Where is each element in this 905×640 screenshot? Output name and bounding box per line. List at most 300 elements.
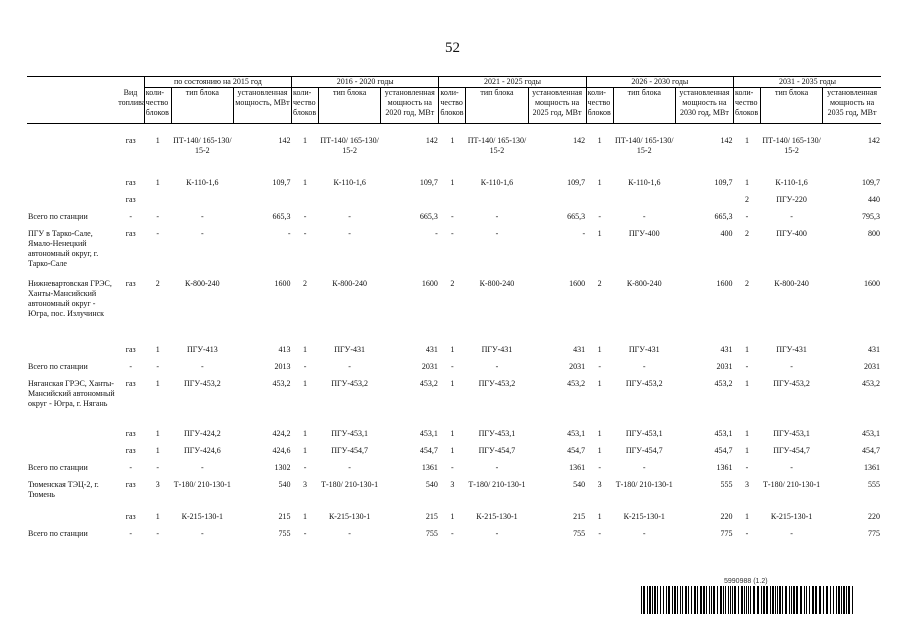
- header-fuel-top: [117, 77, 144, 88]
- capacity-cell: 1361: [569, 463, 586, 472]
- barcode-bar: [694, 586, 696, 614]
- type-cell: ПГУ-453,2: [183, 379, 221, 388]
- barcode-bar: [812, 586, 814, 614]
- barcode-bar: [793, 586, 795, 614]
- count-cell: 1: [155, 379, 160, 388]
- capacity-cell: [233, 195, 291, 212]
- type-cell: ПГУ-453,1: [773, 429, 810, 438]
- fuel-cell: газ: [125, 512, 136, 521]
- table-row: [27, 195, 881, 212]
- capacity-cell: 424,2: [272, 429, 291, 438]
- header-station: [27, 88, 117, 124]
- table-row: [27, 279, 881, 345]
- barcode-bar: [772, 586, 774, 614]
- count-cell: -: [598, 463, 602, 472]
- type-cell: ПГУ-431: [776, 345, 807, 354]
- count-cell: 1: [450, 136, 455, 145]
- table-row: [27, 463, 881, 480]
- type-cell: -: [201, 362, 204, 371]
- header-type: тип блока: [761, 88, 823, 124]
- table-row: [27, 362, 881, 379]
- count-cell: 1: [744, 512, 749, 521]
- type-cell: ПГУ-424,2: [183, 429, 221, 438]
- capacity-cell: 1600: [716, 279, 733, 288]
- barcode-bar: [826, 586, 828, 614]
- table-row: [27, 345, 881, 362]
- barcode-bar: [782, 586, 783, 614]
- capacity-cell: 220: [868, 512, 880, 521]
- capacity-cell: 2031: [421, 362, 438, 371]
- capacity-cell: 400: [720, 229, 733, 238]
- count-cell: 1: [155, 429, 160, 438]
- period-header: 2026 - 2030 годы: [586, 77, 733, 88]
- type-cell: -: [790, 212, 793, 221]
- type-cell: ПГУ-400: [776, 229, 807, 238]
- barcode-bar: [804, 586, 805, 614]
- type-cell: -: [495, 463, 499, 472]
- count-cell: 2: [155, 279, 160, 288]
- fuel-cell: газ: [125, 195, 136, 204]
- fuel-cell: -: [129, 463, 133, 472]
- capacity-cell: 215: [278, 512, 291, 521]
- capacity-cell: 665,3: [272, 212, 291, 221]
- type-cell: ПТ-140/ 165-130/ 15-2: [320, 136, 379, 155]
- capacity-cell: 453,2: [714, 379, 733, 388]
- count-cell: 1: [303, 446, 308, 455]
- count-cell: 1: [155, 512, 160, 521]
- capacity-cell: 109,7: [419, 178, 438, 187]
- count-cell: 1: [155, 446, 160, 455]
- type-cell: [171, 195, 233, 212]
- barcode-bar: [703, 586, 705, 614]
- capacity-cell: [675, 195, 733, 212]
- capacity-cell: 453,2: [567, 379, 586, 388]
- count-cell: -: [156, 229, 160, 238]
- header-type: тип блока: [171, 88, 233, 124]
- count-cell: 1: [597, 136, 602, 145]
- barcode-bar: [775, 586, 776, 614]
- count-cell: -: [451, 362, 454, 371]
- count-cell: -: [156, 463, 160, 472]
- period-header: 2016 - 2020 годы: [292, 77, 439, 88]
- type-cell: ПТ-140/ 165-130/ 15-2: [615, 136, 674, 155]
- barcode-bar: [848, 586, 850, 614]
- capacity-cell: 440: [868, 195, 880, 204]
- fuel-cell: газ: [125, 345, 136, 354]
- type-cell: -: [348, 229, 351, 238]
- count-cell: 1: [597, 229, 602, 238]
- count-cell: -: [451, 229, 454, 238]
- capacity-cell: 800: [868, 229, 880, 238]
- barcode-bar: [723, 586, 724, 614]
- capacity-cell: 1361: [864, 463, 880, 472]
- type-cell: ПГУ-453,1: [331, 429, 368, 438]
- count-cell: -: [451, 212, 454, 221]
- barcode-bar: [674, 586, 676, 614]
- count-cell: 1: [450, 379, 455, 388]
- type-cell: -: [642, 362, 646, 371]
- count-cell: 1: [597, 345, 602, 354]
- type-cell: -: [495, 229, 499, 238]
- count-cell: 1: [597, 429, 602, 438]
- count-cell: 1: [450, 512, 455, 521]
- count-cell: 1: [597, 178, 602, 187]
- station-cell: Няганская ГРЭС, Ханты-Мансийский автономный округ - Югра, г. Нягань: [28, 379, 115, 408]
- header-type: тип блока: [613, 88, 675, 124]
- type-cell: К-110-1,6: [186, 178, 219, 187]
- capacity-cell: 555: [868, 480, 880, 489]
- count-cell: 1: [744, 379, 749, 388]
- capacity-cell: 109,7: [862, 178, 880, 187]
- count-cell: -: [156, 212, 160, 221]
- count-cell: 1: [303, 136, 308, 145]
- type-cell: ПГУ-454,7: [331, 446, 368, 455]
- capacity-cell: 2031: [569, 362, 586, 371]
- barcode-bar: [660, 586, 661, 614]
- barcode-bar: [836, 586, 837, 614]
- type-cell: -: [495, 362, 499, 371]
- type-cell: ПГУ-454,7: [773, 446, 810, 455]
- type-cell: ПГУ-424,6: [183, 446, 221, 455]
- capacity-cell: 454,7: [567, 446, 586, 455]
- barcode-bar: [744, 586, 745, 614]
- count-cell: -: [303, 529, 307, 538]
- capacity-cell: 453,1: [567, 429, 586, 438]
- header-spacer: [27, 124, 881, 137]
- type-cell: К-215-130-1: [476, 512, 518, 521]
- type-cell: К-215-130-1: [770, 512, 813, 521]
- count-cell: 1: [450, 178, 455, 187]
- barcode-bar: [789, 586, 790, 614]
- barcode-bar: [649, 586, 651, 614]
- count-cell: -: [303, 463, 307, 472]
- station-cell: Всего по станции: [28, 463, 88, 472]
- capacity-cell: 795,3: [862, 212, 880, 221]
- barcode-bar: [770, 586, 771, 614]
- capacity-cell: 109,7: [567, 178, 586, 187]
- fuel-cell: газ: [125, 136, 136, 145]
- type-cell: -: [495, 212, 499, 221]
- station-cell: [27, 512, 117, 529]
- table-row: [27, 529, 881, 546]
- count-cell: [439, 195, 466, 212]
- type-cell: ПТ-140/ 165-130/ 15-2: [173, 136, 232, 155]
- count-cell: 1: [597, 446, 602, 455]
- barcode-bar: [796, 586, 798, 614]
- barcode-bar: [830, 586, 831, 614]
- barcode: [641, 586, 853, 614]
- barcode-bar: [766, 586, 768, 614]
- table-row: [27, 178, 881, 195]
- period-header: 2031 - 2035 годы: [733, 77, 881, 88]
- count-cell: 1: [450, 429, 455, 438]
- barcode-bar: [806, 586, 807, 614]
- type-cell: -: [790, 463, 793, 472]
- count-cell: -: [745, 463, 749, 472]
- fuel-cell: газ: [125, 446, 136, 455]
- barcode-bar: [709, 586, 710, 614]
- table-row: [27, 229, 881, 279]
- barcode-bar: [748, 586, 749, 614]
- count-cell: 2: [450, 279, 455, 288]
- type-cell: ПГУ-413: [186, 345, 218, 354]
- barcode-bar: [777, 586, 778, 614]
- count-cell: 3: [155, 480, 160, 489]
- capacity-cell: 454,7: [862, 446, 880, 455]
- station-cell: [27, 446, 117, 463]
- type-cell: К-800-240: [774, 279, 809, 288]
- count-cell: -: [156, 529, 160, 538]
- capacity-cell: -: [582, 229, 586, 238]
- capacity-cell: 2031: [716, 362, 733, 371]
- fuel-cell: -: [129, 362, 133, 371]
- count-cell: 1: [597, 379, 602, 388]
- capacity-cell: 215: [425, 512, 438, 521]
- barcode-bar: [732, 586, 733, 614]
- barcode-bar: [738, 586, 739, 614]
- barcode-bar: [647, 586, 648, 614]
- barcode-bar: [691, 586, 692, 614]
- capacity-cell: 142: [425, 136, 438, 145]
- header-capacity: установленная мощность на 2020 год, МВт: [381, 88, 439, 124]
- type-cell: ПГУ-453,1: [625, 429, 663, 438]
- station-cell: [27, 136, 117, 178]
- capacity-cell: -: [435, 229, 438, 238]
- station-cell: Нижневартовская ГРЭС, Ханты-Мансийский автономный округ - Югра, пос. Излучинск: [28, 279, 112, 318]
- capacity-cell: 1600: [569, 279, 586, 288]
- type-cell: ПГУ-454,7: [625, 446, 663, 455]
- capacity-cell: 1600: [274, 279, 291, 288]
- table-row: [27, 379, 881, 429]
- capacity-cell: 142: [573, 136, 586, 145]
- station-cell: [27, 178, 117, 195]
- type-cell: К-215-130-1: [328, 512, 371, 521]
- type-cell: ПГУ-431: [334, 345, 365, 354]
- capacity-cell: 453,1: [714, 429, 733, 438]
- type-cell: Т-180/ 210-130-1: [173, 480, 231, 489]
- type-cell: ПГУ-220: [776, 195, 807, 204]
- count-cell: -: [303, 362, 307, 371]
- capacity-cell: 755: [278, 529, 291, 538]
- type-cell: -: [348, 529, 351, 538]
- capacity-cell: 431: [573, 345, 586, 354]
- type-cell: К-110-1,6: [333, 178, 366, 187]
- capacity-cell: 142: [278, 136, 291, 145]
- type-cell: -: [642, 212, 646, 221]
- type-cell: К-110-1,6: [628, 178, 661, 187]
- type-cell: ПГУ-453,2: [478, 379, 516, 388]
- count-cell: 1: [744, 429, 749, 438]
- count-cell: 3: [303, 480, 308, 489]
- type-cell: К-110-1,6: [480, 178, 514, 187]
- count-cell: -: [598, 362, 602, 371]
- type-cell: ПГУ-454,7: [478, 446, 516, 455]
- barcode-bar: [815, 586, 817, 614]
- capacity-cell: 453,2: [419, 379, 438, 388]
- count-cell: -: [745, 212, 749, 221]
- type-cell: ПГУ-431: [481, 345, 513, 354]
- barcode-bar: [685, 586, 687, 614]
- capacity-cell: -: [287, 229, 291, 238]
- capacity-cell: 555: [720, 480, 733, 489]
- count-cell: -: [598, 212, 602, 221]
- capacity-cell: 453,1: [862, 429, 880, 438]
- type-cell: -: [642, 463, 646, 472]
- barcode-bar: [677, 586, 678, 614]
- capacity-cell: 424,6: [272, 446, 291, 455]
- fuel-cell: -: [129, 529, 133, 538]
- station-cell: [27, 345, 117, 362]
- table-row: [27, 136, 881, 178]
- type-cell: Т-180/ 210-130-1: [321, 480, 379, 489]
- type-cell: ПГУ-431: [628, 345, 660, 354]
- count-cell: -: [745, 362, 749, 371]
- barcode-bar: [682, 586, 683, 614]
- period-header: по состоянию на 2015 год: [144, 77, 291, 88]
- fuel-cell: газ: [125, 279, 136, 288]
- count-cell: -: [303, 229, 307, 238]
- header-capacity: установленная мощность на 2035 год, МВт: [823, 88, 881, 124]
- count-cell: 1: [155, 136, 160, 145]
- header-station-top: [27, 77, 117, 88]
- type-cell: К-215-130-1: [623, 512, 665, 521]
- table-row: [27, 512, 881, 529]
- capacity-cell: [528, 195, 586, 212]
- count-cell: 3: [597, 480, 602, 489]
- barcode-bar: [791, 586, 792, 614]
- count-cell: 1: [450, 345, 455, 354]
- capacity-cell: 142: [720, 136, 733, 145]
- barcode-bar: [657, 586, 658, 614]
- count-cell: 2: [744, 229, 749, 238]
- capacity-cell: 540: [278, 480, 291, 489]
- table-row: [27, 446, 881, 463]
- count-cell: -: [451, 529, 454, 538]
- capacity-cell: 2031: [864, 362, 880, 371]
- type-cell: ПТ-140/ 165-130/ 15-2: [762, 136, 821, 155]
- barcode-bar: [713, 586, 715, 614]
- type-cell: -: [348, 362, 351, 371]
- barcode-bar: [720, 586, 722, 614]
- type-cell: ПГУ-400: [628, 229, 660, 238]
- header-count: коли-чество блоков: [586, 88, 613, 124]
- barcode-bar: [725, 586, 726, 614]
- barcode-bar: [779, 586, 781, 614]
- type-cell: Т-180/ 210-130-1: [763, 480, 821, 489]
- count-cell: 1: [303, 178, 308, 187]
- count-cell: 1: [303, 345, 308, 354]
- barcode-bar: [846, 586, 847, 614]
- capacity-cell: 1302: [274, 463, 291, 472]
- capacity-cell: 665,3: [567, 212, 586, 221]
- type-cell: -: [348, 463, 351, 472]
- station-cell: ПГУ в Тарко-Сале, Ямало-Ненецкий автономный округ, г. Тарко-Сале: [28, 229, 99, 268]
- capacity-cell: [381, 195, 439, 212]
- fuel-cell: -: [129, 212, 133, 221]
- count-cell: 2: [744, 195, 749, 204]
- header-count: коли-чество блоков: [439, 88, 466, 124]
- station-cell: Тюменская ТЭЦ-2, г. Тюмень: [28, 480, 99, 499]
- type-cell: К-110-1,6: [775, 178, 808, 187]
- barcode-bar: [800, 586, 802, 614]
- barcode-bar: [680, 586, 681, 614]
- barcode-bar: [823, 586, 824, 614]
- header-fuel: Вид топлива: [117, 88, 144, 124]
- table-row: [27, 212, 881, 229]
- type-cell: -: [201, 212, 204, 221]
- header-count: коли-чество блоков: [733, 88, 760, 124]
- capacity-cell: 755: [425, 529, 438, 538]
- barcode-bar: [833, 586, 834, 614]
- type-cell: -: [495, 529, 499, 538]
- type-cell: ПГУ-453,2: [773, 379, 810, 388]
- capacity-cell: 1361: [421, 463, 438, 472]
- station-cell: Всего по станции: [28, 529, 88, 538]
- type-cell: К-800-240: [332, 279, 367, 288]
- type-cell: -: [348, 212, 351, 221]
- station-cell: Всего по станции: [28, 212, 88, 221]
- type-cell: -: [201, 229, 204, 238]
- count-cell: 1: [744, 178, 749, 187]
- barcode-bar: [757, 586, 759, 614]
- barcode-bar: [730, 586, 731, 614]
- count-cell: 1: [597, 512, 602, 521]
- capacity-cell: 454,7: [714, 446, 733, 455]
- fuel-cell: газ: [125, 379, 136, 388]
- capacity-cell: 1600: [421, 279, 438, 288]
- count-cell: -: [451, 463, 454, 472]
- capacity-table: [27, 76, 881, 546]
- capacity-cell: 775: [720, 529, 733, 538]
- header-capacity: установленная мощность на 2025 год, МВт: [528, 88, 586, 124]
- capacity-cell: 454,7: [419, 446, 438, 455]
- count-cell: 2: [303, 279, 308, 288]
- type-cell: ПГУ-453,2: [331, 379, 368, 388]
- page-number: 52: [445, 40, 460, 56]
- barcode-bar: [753, 586, 755, 614]
- barcode-bar: [700, 586, 702, 614]
- capacity-cell: 1361: [716, 463, 733, 472]
- count-cell: [292, 195, 319, 212]
- barcode-bar: [672, 586, 673, 614]
- capacity-cell: 453,2: [272, 379, 291, 388]
- table-header: [27, 77, 881, 137]
- capacity-cell: 431: [868, 345, 880, 354]
- capacity-cell: 453,2: [862, 379, 880, 388]
- barcode-bar: [741, 586, 743, 614]
- header-count: коли-чество блоков: [144, 88, 171, 124]
- count-cell: -: [598, 529, 602, 538]
- capacity-cell: 109,7: [272, 178, 291, 187]
- barcode-bar: [666, 586, 667, 614]
- count-cell: 1: [155, 345, 160, 354]
- table-body: [27, 136, 881, 546]
- barcode-bar: [838, 586, 840, 614]
- count-cell: -: [303, 212, 307, 221]
- barcode-bar: [706, 586, 707, 614]
- capacity-cell: 431: [425, 345, 438, 354]
- capacity-cell: 215: [573, 512, 586, 521]
- barcode-bar: [761, 586, 762, 614]
- barcode-bar: [652, 586, 653, 614]
- count-cell: 1: [303, 429, 308, 438]
- barcode-bar: [746, 586, 747, 614]
- barcode-bar: [841, 586, 842, 614]
- count-cell: 3: [450, 480, 455, 489]
- fuel-cell: газ: [125, 429, 136, 438]
- count-cell: 1: [155, 178, 160, 187]
- barcode-bar: [688, 586, 689, 614]
